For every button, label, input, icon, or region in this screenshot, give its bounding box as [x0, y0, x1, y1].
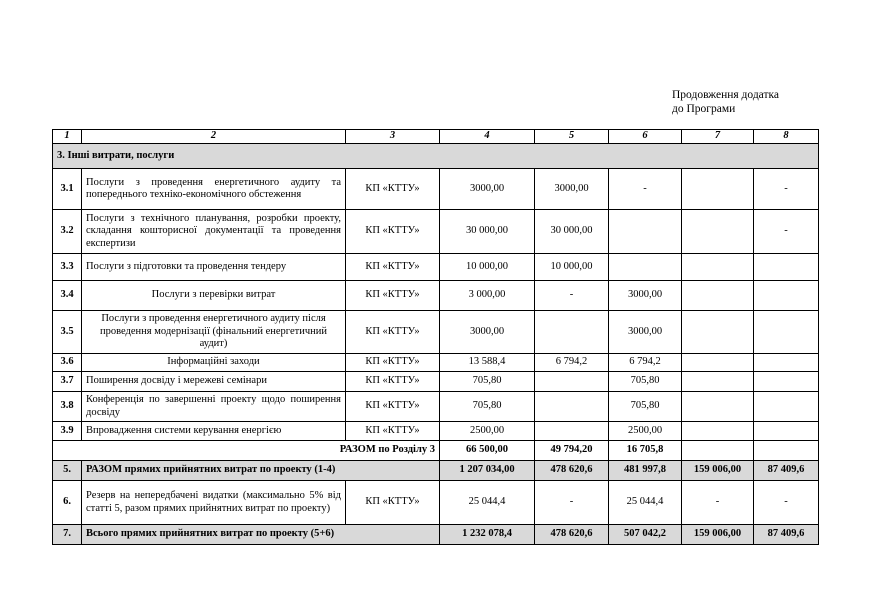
- row-col6: 3000,00: [609, 311, 682, 354]
- row-name: Резерв на непередбачені видатки (максимально 5% від статті 5, разом прямих прийнятних витрат по проекту): [82, 481, 346, 525]
- appendix-note-line1: Продовження додатка: [672, 89, 780, 101]
- row-col5: 478 620,6: [535, 525, 609, 545]
- row-number: 6.: [53, 481, 82, 525]
- row-col8: -: [754, 169, 819, 210]
- row-col5: -: [535, 281, 609, 311]
- header-cell: 6: [609, 130, 682, 144]
- row-col6: 2500,00: [609, 422, 682, 441]
- row-number: 5.: [53, 461, 82, 481]
- row-col6: 481 997,8: [609, 461, 682, 481]
- table-row: [53, 354, 819, 372]
- row-col7: [682, 254, 754, 281]
- section-total-label: РАЗОМ по Розділу 3: [53, 441, 440, 461]
- row-col8: 87 409,6: [754, 525, 819, 545]
- row-name: Послуги з проведення енергетичного аудиту після проведення модернізації (фінальний енергетичний аудит): [82, 311, 346, 354]
- row-executor: КП «КТТУ»: [346, 422, 440, 441]
- row-number: 7.: [53, 525, 82, 545]
- row-executor: КП «КТТУ»: [346, 254, 440, 281]
- row-name: Інформаційні заходи: [82, 354, 346, 372]
- row-col4: 30 000,00: [440, 210, 535, 254]
- row-col7: [682, 422, 754, 441]
- row-col6: 507 042,2: [609, 525, 682, 545]
- section-title: 3. Інші витрати, послуги: [53, 144, 819, 169]
- row-col7: [682, 169, 754, 210]
- total-direct-costs-label: РАЗОМ прямих прийнятних витрат по проекту (1-4): [82, 461, 440, 481]
- row-col6: -: [609, 169, 682, 210]
- row-col8: -: [754, 481, 819, 525]
- header-cell: 2: [82, 130, 346, 144]
- row-col5: [535, 422, 609, 441]
- appendix-note: [672, 88, 779, 116]
- row-col8: [754, 354, 819, 372]
- table-row: [53, 422, 819, 441]
- row-col8: [754, 254, 819, 281]
- table-row: [53, 311, 819, 354]
- row-executor: КП «КТТУ»: [346, 311, 440, 354]
- row-col5: 30 000,00: [535, 210, 609, 254]
- row-name: Послуги з підготовки та проведення тендеру: [82, 254, 346, 281]
- row-col5: 10 000,00: [535, 254, 609, 281]
- row-name: Поширення досвіду і мережеві семінари: [82, 372, 346, 392]
- row-col4: 10 000,00: [440, 254, 535, 281]
- section-total-col6: 16 705,8: [609, 441, 682, 461]
- row-col7: [682, 372, 754, 392]
- row-col8: [754, 392, 819, 422]
- row-col4: 3 000,00: [440, 281, 535, 311]
- row-col4: 1 207 034,00: [440, 461, 535, 481]
- header-cell: 1: [53, 130, 82, 144]
- row-col7: 159 006,00: [682, 461, 754, 481]
- total-direct-costs-row: [53, 461, 819, 481]
- row-name: Послуги з проведення енергетичного аудиту та попереднього техніко-економічного обстеження: [82, 169, 346, 210]
- row-number: 3.4: [53, 281, 82, 311]
- section-total-row: [53, 441, 819, 461]
- reserve-row: [53, 481, 819, 525]
- row-col7: [682, 210, 754, 254]
- row-number: 3.3: [53, 254, 82, 281]
- row-col4: 13 588,4: [440, 354, 535, 372]
- row-col8: [754, 281, 819, 311]
- row-col8: [754, 311, 819, 354]
- row-col6: 3000,00: [609, 281, 682, 311]
- row-number: 3.2: [53, 210, 82, 254]
- row-number: 3.8: [53, 392, 82, 422]
- row-name: Послуги з перевірки витрат: [82, 281, 346, 311]
- row-executor: КП «КТТУ»: [346, 169, 440, 210]
- row-col6: 705,80: [609, 392, 682, 422]
- table-row: [53, 392, 819, 422]
- header-row: [53, 130, 819, 144]
- grand-total-row: [53, 525, 819, 545]
- row-col8: 87 409,6: [754, 461, 819, 481]
- row-col4: 705,80: [440, 392, 535, 422]
- row-col5: 478 620,6: [535, 461, 609, 481]
- row-name: Впровадження системи керування енергією: [82, 422, 346, 441]
- empty-cell: [754, 441, 819, 461]
- row-col7: [682, 311, 754, 354]
- row-number: 3.6: [53, 354, 82, 372]
- row-executor: КП «КТТУ»: [346, 392, 440, 422]
- row-col5: -: [535, 481, 609, 525]
- table-row: [53, 169, 819, 210]
- section-total-col4: 66 500,00: [440, 441, 535, 461]
- row-col6: 25 044,4: [609, 481, 682, 525]
- section-title-row: [53, 144, 819, 169]
- row-col7: [682, 281, 754, 311]
- row-number: 3.1: [53, 169, 82, 210]
- row-executor: КП «КТТУ»: [346, 281, 440, 311]
- section-total-col5: 49 794,20: [535, 441, 609, 461]
- row-executor: КП «КТТУ»: [346, 372, 440, 392]
- row-name: Послуги з технічного планування, розробки проекту, складання кошторисної документації та проведення експертизи: [82, 210, 346, 254]
- row-col5: [535, 392, 609, 422]
- header-cell: 4: [440, 130, 535, 144]
- row-col7: 159 006,00: [682, 525, 754, 545]
- row-number: 3.7: [53, 372, 82, 392]
- table-row: [53, 372, 819, 392]
- row-col4: 3000,00: [440, 311, 535, 354]
- budget-table: [52, 129, 819, 545]
- table-row: [53, 281, 819, 311]
- row-executor: КП «КТТУ»: [346, 354, 440, 372]
- row-col7: [682, 392, 754, 422]
- header-cell: 3: [346, 130, 440, 144]
- row-col6: 705,80: [609, 372, 682, 392]
- header-cell: 5: [535, 130, 609, 144]
- row-col7: [682, 354, 754, 372]
- grand-total-label: Всього прямих прийнятних витрат по проекту (5+6): [82, 525, 440, 545]
- empty-cell: [682, 441, 754, 461]
- row-col5: [535, 311, 609, 354]
- row-number: 3.5: [53, 311, 82, 354]
- row-col4: 3000,00: [440, 169, 535, 210]
- row-col5: 6 794,2: [535, 354, 609, 372]
- row-executor: КП «КТТУ»: [346, 481, 440, 525]
- row-col8: [754, 422, 819, 441]
- row-col7: -: [682, 481, 754, 525]
- row-col4: 705,80: [440, 372, 535, 392]
- appendix-note-line2: до Програми: [672, 103, 736, 115]
- row-col5: 3000,00: [535, 169, 609, 210]
- header-cell: 7: [682, 130, 754, 144]
- row-col6: [609, 210, 682, 254]
- row-col4: 25 044,4: [440, 481, 535, 525]
- row-col4: 2500,00: [440, 422, 535, 441]
- table-row: [53, 210, 819, 254]
- row-col8: [754, 372, 819, 392]
- header-cell: 8: [754, 130, 819, 144]
- table-row: [53, 254, 819, 281]
- row-col4: 1 232 078,4: [440, 525, 535, 545]
- row-name: Конференція по завершенні проекту щодо поширення досвіду: [82, 392, 346, 422]
- row-col6: [609, 254, 682, 281]
- row-number: 3.9: [53, 422, 82, 441]
- row-col5: [535, 372, 609, 392]
- row-col8: -: [754, 210, 819, 254]
- row-executor: КП «КТТУ»: [346, 210, 440, 254]
- row-col6: 6 794,2: [609, 354, 682, 372]
